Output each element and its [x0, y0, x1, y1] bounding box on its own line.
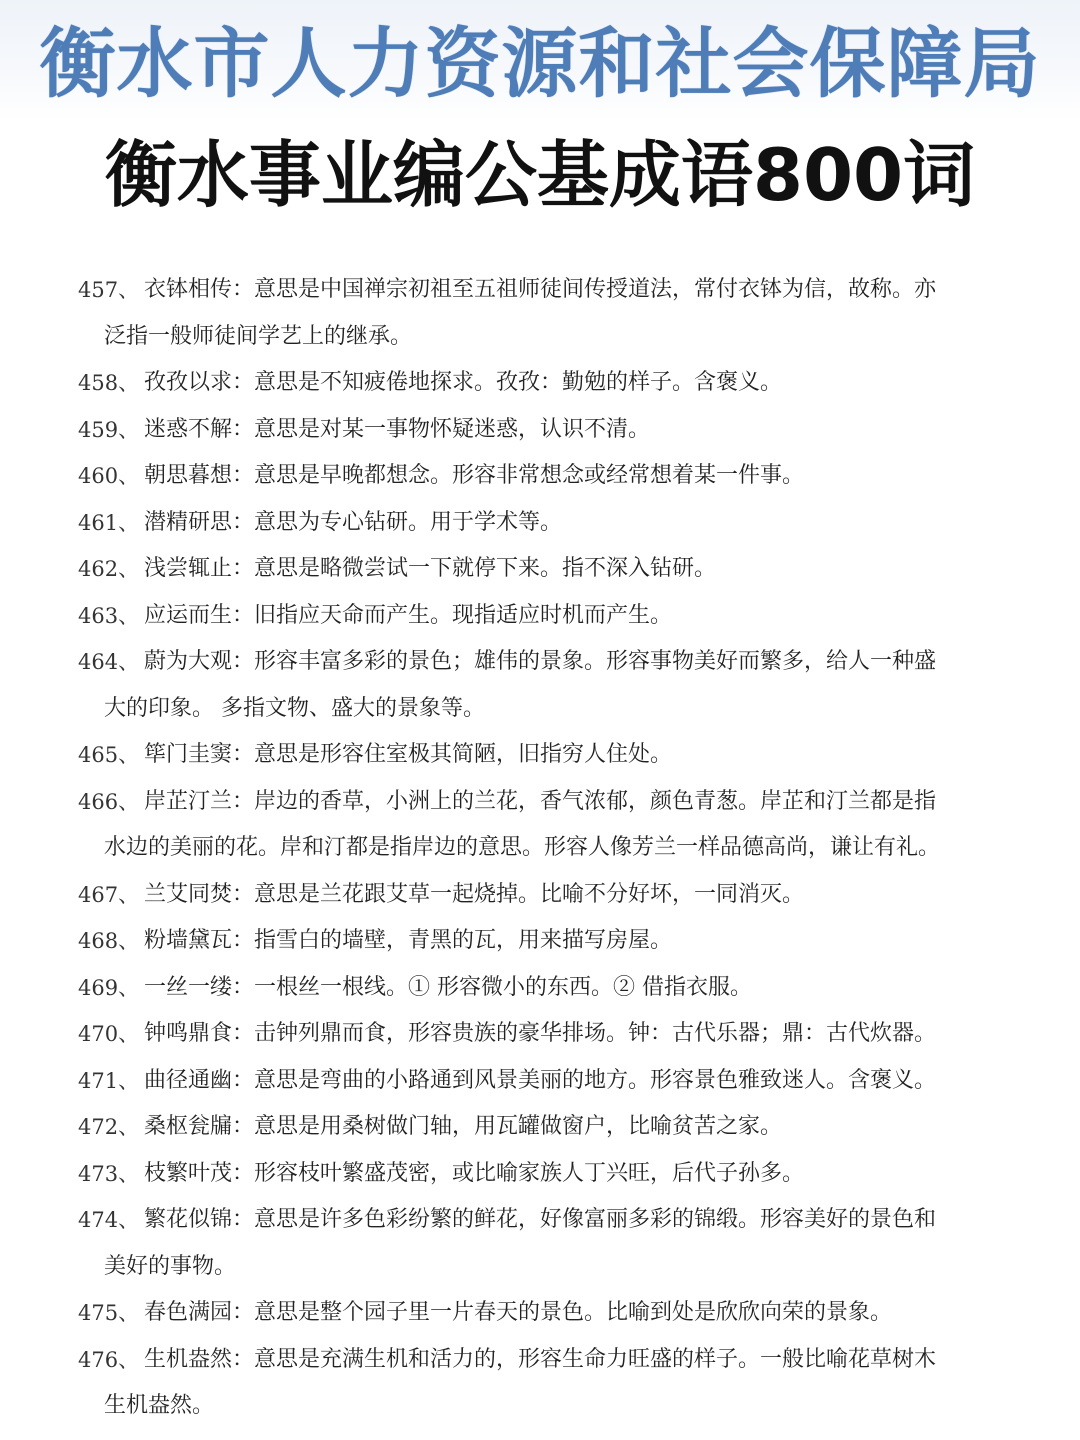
entry-number: 462、 [78, 557, 140, 581]
entry-text-continued: 美好的事物。 [104, 1253, 237, 1279]
entry-number: 459、 [78, 417, 140, 442]
header-banner [0, 0, 1080, 122]
entry-text: 一丝一缕：一根丝一根线。① 形容微小的东西。② 借指衣服。 [144, 974, 752, 1000]
entry-text: 生机盎然：意思是充满生机和活力的，形容生命力旺盛的样子。一般比喻花草树木 [144, 1346, 937, 1372]
entry-number: 463、 [78, 603, 140, 628]
entry-text: 粉墙黛瓦：指雪白的墙壁，青黑的瓦，用来描写房屋。 [144, 928, 673, 953]
entry-text: 春色满园：意思是整个园子里一片春天的景色。比喻到处是欣欣向荣的景象。 [144, 1300, 893, 1325]
entry-number: 460、 [78, 464, 140, 488]
entry-text: 蔚为大观：形容丰富多彩的景色；雄伟的景象。形容事物美好而繁多，给人一种盛 [144, 649, 937, 674]
entry-number: 476、 [78, 1347, 140, 1372]
entry-number: 461、 [78, 510, 140, 535]
entry-text: 枝繁叶茂：形容枝叶繁盛茂密，或比喻家族人丁兴旺，后代子孙多。 [144, 1160, 805, 1186]
entry-text-continued: 大的印象。 多指文物、盛大的景象等。 [104, 695, 485, 721]
entry-text: 孜孜以求：意思是不知疲倦地探求。孜孜：勤勉的样子。含褒义。 [144, 370, 783, 395]
entry-text: 兰艾同焚：意思是兰花跟艾草一起烧掉。比喻不分好坏，一同消灭。 [144, 881, 805, 907]
entry-text: 迷惑不解：意思是对某一事物怀疑迷惑，认识不清。 [144, 416, 651, 442]
entry-text: 衣钵相传：意思是中国禅宗初祖至五祖师徒间传授道法，常付衣钵为信，故称。亦 [144, 277, 937, 302]
entry-number: 468、 [78, 929, 140, 953]
entry-text: 曲径通幽：意思是弯曲的小路通到风景美丽的地方。形容景色雅致迷人。含褒义。 [144, 1067, 937, 1093]
entry-number: 475、 [78, 1301, 140, 1325]
document-title: 衡水事业编公基成语800词 [104, 133, 976, 217]
entry-text: 桑枢瓮牖：意思是用桑树做门轴，用瓦罐做窗户，比喻贫苦之家。 [144, 1114, 783, 1139]
entry-text: 筚门圭窦：意思是形容住室极其简陋，旧指穷人住处。 [144, 742, 673, 767]
entry-number: 457、 [78, 278, 140, 302]
entry-number: 474、 [78, 1208, 140, 1232]
entry-text-continued: 生机盎然。 [104, 1393, 215, 1418]
entry-number: 469、 [78, 975, 140, 1000]
entry-text: 岸芷汀兰：岸边的香草，小洲上的兰花，香气浓郁，颜色青葱。岸芷和汀兰都是指 [144, 788, 937, 814]
entry-number: 470、 [78, 1022, 140, 1046]
entry-text: 繁花似锦：意思是许多色彩纷繁的鲜花，好像富丽多彩的锦缎。形容美好的景色和 [144, 1207, 937, 1232]
entry-text: 浅尝辄止：意思是略微尝试一下就停下来。指不深入钻研。 [144, 556, 717, 581]
entry-number: 464、 [78, 650, 140, 674]
entry-text-continued: 泛指一般师徒间学艺上的继承。 [104, 323, 413, 349]
entry-number: 466、 [78, 789, 140, 814]
entry-text: 钟鸣鼎食：击钟列鼎而食，形容贵族的豪华排场。钟：古代乐器；鼎：古代炊器。 [144, 1021, 937, 1046]
entry-number: 472、 [78, 1115, 140, 1139]
org-name: 衡水市人力资源和社会保障局 [39, 19, 1041, 108]
entry-number: 458、 [78, 371, 140, 395]
entry-number: 465、 [78, 743, 140, 767]
entry-number: 467、 [78, 882, 140, 907]
entry-number: 471、 [78, 1068, 140, 1093]
entry-text-continued: 水边的美丽的花。岸和汀都是指岸边的意思。形容人像芳兰一样品德高尚，谦让有礼。 [104, 835, 941, 860]
entry-text: 应运而生：旧指应天命而产生。现指适应时机而产生。 [144, 602, 673, 628]
entry-text: 朝思暮想：意思是早晚都想念。形容非常想念或经常想着某一件事。 [144, 463, 805, 488]
entry-text: 潜精研思：意思为专心钻研。用于学术等。 [144, 509, 563, 535]
entry-number: 473、 [78, 1161, 140, 1186]
